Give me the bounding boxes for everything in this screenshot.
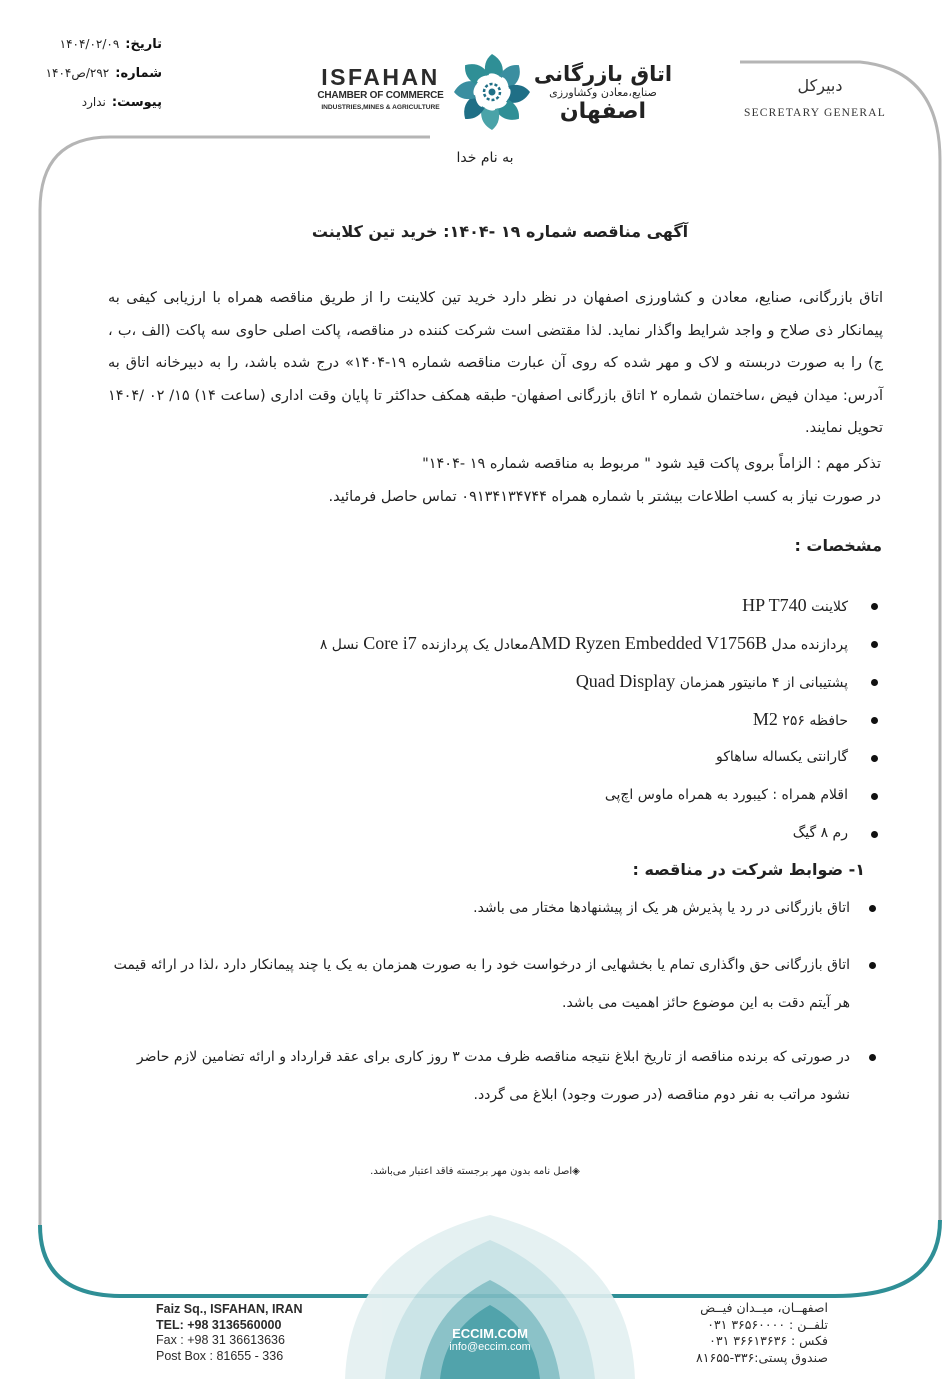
attachment-value: ندارد xyxy=(81,95,106,109)
contact-line: در صورت نیاز به کسب اطلاعات بیشتر با شماره همراه ۰۹۱۳۴۱۳۴۷۴۴ تماس حاصل فرمائید. xyxy=(328,489,881,505)
email-link[interactable]: info@eccim.com xyxy=(449,1341,531,1353)
website-link[interactable]: ECCIM.COM xyxy=(452,1326,528,1341)
attachment-label: پیوست: xyxy=(111,95,162,110)
spec-label: پشتیبانی از ۴ مانیتور همزمان xyxy=(679,675,848,691)
rule-item: اتاق بازرگانی حق واگذاری تمام یا بخشهایی از درخواست خود را به صورت همزمان به یک یا چند پیمانکار دارد ،لذا در ارائه قیمت هر آیتم دقت به این موضوع حائز اهمیت می باشد. xyxy=(112,946,850,1022)
date-value: ۱۴۰۴/۰۲/۰۹ xyxy=(59,37,120,51)
spec-item xyxy=(230,740,860,778)
spec-label: نسل ۸ xyxy=(319,637,359,653)
important-note: تذکر مهم : الزاماً بروی پاکت قید شود " مربوط به مناقصه شماره ۱۹ -۱۴۰۴" xyxy=(422,456,881,472)
footer-fa-fax: فکس : ۳۶۶۱۳۶۳۶ ۰۳۱ xyxy=(709,1333,828,1348)
spec-label: کلاینت xyxy=(811,599,848,615)
specs-list xyxy=(230,588,860,854)
spec-label: گارانتی یکساله ساهاکو xyxy=(716,749,848,765)
footer-fa-tel: تلفــن : ۳۶۵۶۰۰۰۰ ۰۳۱ xyxy=(707,1316,828,1332)
spec-value: HP T740 xyxy=(742,595,807,615)
seal-validity-note: ◈اصل نامه بدون مهر برجسته فاقد اعتبار می‌باشد. xyxy=(370,1166,580,1177)
spec-item xyxy=(230,626,860,664)
date-label: تاریخ: xyxy=(125,37,162,52)
lotus-watermark xyxy=(345,1215,635,1379)
secretary-general-fa: دبیرکل xyxy=(797,76,843,95)
spec-label: رم ۸ گیگ xyxy=(792,825,848,841)
logo-en-chamber: CHAMBER OF COMMERCE xyxy=(317,90,444,101)
spec-label: حافظه ۲۵۶ xyxy=(782,713,848,729)
footer-en-pobox: Post Box : 81655 - 336 xyxy=(156,1348,284,1363)
spec-label: معادل یک پردازنده xyxy=(421,637,529,653)
spec-value: Core i7 xyxy=(363,633,417,653)
logo-en-isfahan: ISFAHAN xyxy=(321,64,440,90)
logo-fa-industries: صنایع،معادن وکشاورزی xyxy=(549,86,657,99)
footer-en-address: Faiz Sq., ISFAHAN, IRAN xyxy=(156,1302,303,1316)
spec-value: M2 xyxy=(752,709,778,729)
rules-heading: ۱- ضوابط شرکت در مناقصه : xyxy=(632,860,865,879)
footer-english xyxy=(156,1302,326,1364)
invocation: به نام خدا xyxy=(456,150,514,166)
spec-item xyxy=(230,588,860,626)
spec-value: Quad Display xyxy=(575,671,676,691)
spec-value: AMD Ryzen Embedded V1756B xyxy=(528,633,767,653)
specs-heading: مشخصات : xyxy=(794,536,882,555)
tender-title: آگهی مناقصه شماره ۱۹ -۱۴۰۴: خرید تین کلاینت xyxy=(311,222,689,241)
logo-fa-isfahan: اصفهان xyxy=(559,99,647,124)
rule-item: در صورتی که برنده مناقصه از تاریخ ابلاغ نتیجه مناقصه ظرف مدت ۳ روز کاری برای عقد قرارداد و ارائه تضامین لازم حاضر نشود مراتب به نفر دوم مناقصه (در صورت وجود) ابلاغ می گردد. xyxy=(112,1038,850,1114)
footer-en-fax: Fax : +98 31 36613636 xyxy=(156,1333,285,1347)
chamber-seal-icon xyxy=(452,52,532,132)
footer-web xyxy=(420,1326,560,1353)
footer-fa-pobox: صندوق پستی:۳۳۶-۸۱۶۵۵ xyxy=(696,1349,828,1365)
spec-item xyxy=(230,702,860,740)
logo-english xyxy=(313,64,448,113)
footer-persian xyxy=(660,1300,828,1366)
number-value: ۲۹۲/ص۱۴۰۴ xyxy=(45,66,110,80)
body-notes xyxy=(108,448,881,514)
secretary-general-en: SECRETARY GENERAL xyxy=(743,107,887,119)
spec-item xyxy=(230,778,860,816)
letter-meta xyxy=(22,30,162,117)
rule-item: اتاق بازرگانی در رد یا پذیرش هر یک از پیشنهادها مختار می باشد. xyxy=(440,889,850,927)
spec-label: پردازنده مدل xyxy=(771,637,848,653)
spec-item xyxy=(230,816,860,854)
body-paragraph xyxy=(108,282,883,445)
footer-fa-address: اصفهــان، میــدان فیــض xyxy=(700,1300,828,1315)
footer-en-tel: TEL: +98 3136560000 xyxy=(156,1317,282,1332)
logo-persian xyxy=(533,62,673,124)
logo-en-industries: INDUSTRIES,MINES & AGRICULTURE xyxy=(321,104,440,111)
spec-item xyxy=(230,664,860,702)
spec-label: اقلام همراه : کیبورد به همراه ماوس اچ‌پی xyxy=(604,787,848,803)
logo-fa-chamber: اتاق بازرگانی xyxy=(533,62,673,86)
tender-description: اتاق بازرگانی، صنایع، معادن و کشاورزی اصفهان در نظر دارد خرید تین کلاینت را از طریق مناقصه همراه با ارزیابی کیفی به پیمانکار ذی صلاح و واجد شرایط واگذار نماید. لذا مقتضی است شرکت کننده در مناقصه، پاکت اصلی حاوی سه پاکت (الف ،ب ، ج) را به صورت دربسته و لاک و مهر شده که روی آن عبارت مناقصه شماره ۱۹-۱۴۰۴» درج شده باشد، را به دبیرخانه اتاق به آدرس: میدان فیض ،ساختمان شماره ۲ اتاق بازرگانی اصفهان- طبقه همکف حداکثر تا پایان وقت اداری (ساعت ۱۴) ۱۵/ ۰۲ /۱۴۰۴ تحویل نمایند. xyxy=(108,290,883,436)
number-label: شماره: xyxy=(115,66,162,81)
